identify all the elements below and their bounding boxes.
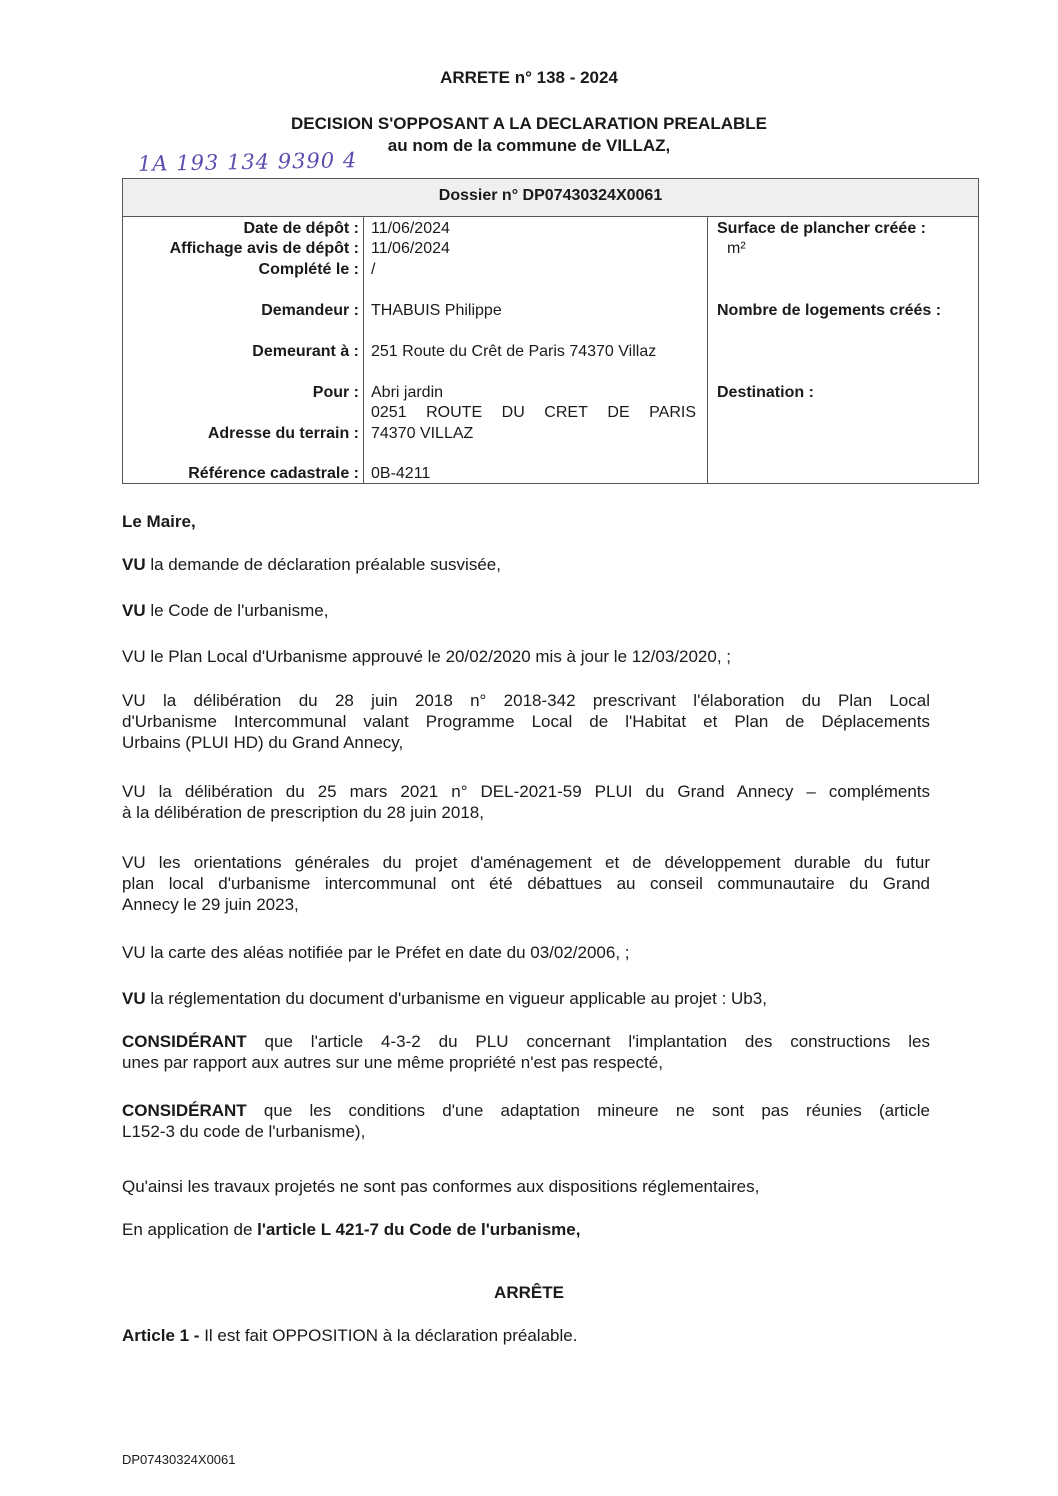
value-affichage: 11/06/2024 bbox=[371, 240, 450, 257]
value-date-depot: 11/06/2024 bbox=[371, 220, 450, 237]
application bbox=[122, 1219, 930, 1240]
logements-label: Nombre de logements créés : bbox=[717, 302, 942, 319]
paragraph-line: d'Urbanisme Intercommunal valant Programme Local de l'Habitat et Plan de Déplacements bbox=[122, 712, 930, 731]
label-complete: Complété le : bbox=[258, 261, 359, 278]
vu-label: VU bbox=[122, 601, 146, 620]
paragraph-line bbox=[122, 1100, 930, 1121]
paragraph-line: Urbains (PLUI HD) du Grand Annecy, bbox=[122, 733, 404, 752]
label-date-depot: Date de dépôt : bbox=[243, 220, 359, 237]
considerant-text: que l'article 4-3-2 du PLU concernant l'implantation des constructions les bbox=[246, 1032, 930, 1051]
paragraph-line: VU la délibération du 28 juin 2018 n° 2018-342 prescrivant l'élaboration du Plan Local bbox=[122, 691, 930, 710]
surface-label: Surface de plancher créée : bbox=[717, 220, 926, 237]
application-text: En application de bbox=[122, 1220, 258, 1239]
vu-carte-aleas: VU la carte des aléas notifiée par le Préfet en date du 03/02/2006, ; bbox=[122, 943, 630, 962]
footer-reference: DP07430324X0061 bbox=[122, 1452, 236, 1467]
table-divider bbox=[363, 216, 364, 483]
label-adresse: Adresse du terrain : bbox=[207, 425, 359, 442]
commune-line: au nom de la commune de VILLAZ, bbox=[387, 136, 671, 155]
le-maire-text: Le Maire, bbox=[122, 512, 196, 531]
label-column bbox=[123, 216, 359, 483]
vu-text: le Code de l'urbanisme, bbox=[145, 601, 329, 620]
adresse-word: PARIS bbox=[649, 404, 696, 421]
application-article: l'article L 421-7 du Code de l'urbanisme, bbox=[257, 1220, 581, 1239]
handwritten-reference: 1A 193 134 9390 4 bbox=[137, 148, 358, 176]
label-affichage: Affichage avis de dépôt : bbox=[169, 240, 359, 257]
table-divider bbox=[707, 216, 708, 483]
value-pour: Abri jardin bbox=[371, 384, 444, 401]
document-title: ARRETE n° 138 - 2024 bbox=[440, 68, 618, 87]
considerant-label: CONSIDÉRANT bbox=[122, 1101, 247, 1120]
le-maire bbox=[122, 511, 930, 532]
vu-demande bbox=[122, 554, 930, 575]
value-demandeur: THABUIS Philippe bbox=[371, 302, 502, 319]
dossier-table bbox=[122, 178, 979, 484]
vu-deliberation-2021 bbox=[122, 781, 930, 823]
paragraph-line: VU la délibération du 25 mars 2021 n° DEL-2021-59 PLUI du Grand Annecy – compléments bbox=[122, 782, 930, 801]
considerant-text: que les conditions d'une adaptation mineure ne sont pas réunies (article bbox=[246, 1101, 930, 1120]
label-demeurant: Demeurant à : bbox=[252, 343, 359, 360]
label-reference: Référence cadastrale : bbox=[188, 465, 359, 482]
quainsi: Qu'ainsi les travaux projetés ne sont pas conformes aux dispositions réglementaires, bbox=[122, 1177, 760, 1196]
considerant-1 bbox=[122, 1031, 930, 1073]
value-adresse-line1 bbox=[371, 404, 696, 422]
dossier-title: Dossier n° DP07430324X0061 bbox=[123, 179, 978, 217]
vu-deliberation-2018 bbox=[122, 690, 930, 753]
vu-orientations bbox=[122, 852, 930, 915]
value-demeurant: 251 Route du Crêt de Paris 74370 Villaz bbox=[371, 343, 657, 360]
adresse-word: DE bbox=[607, 404, 630, 421]
destination-label: Destination : bbox=[717, 384, 814, 401]
article-text: Il est fait OPPOSITION à la déclaration préalable. bbox=[199, 1326, 578, 1345]
paragraph-line: L152-3 du code de l'urbanisme), bbox=[122, 1122, 366, 1141]
paragraph-line: unes par rapport aux autres sur une même propriété n'est pas respecté, bbox=[122, 1053, 663, 1072]
paragraph-line: Annecy le 29 juin 2023, bbox=[122, 895, 299, 914]
paragraph-line bbox=[122, 1031, 930, 1052]
vu-text: la réglementation du document d'urbanisme en vigueur applicable au projet : Ub3, bbox=[145, 989, 767, 1008]
document-subtitle: DECISION S'OPPOSANT A LA DECLARATION PREALABLE bbox=[291, 114, 767, 133]
arrete-heading: ARRÊTE bbox=[494, 1283, 564, 1302]
adresse-word: CRET bbox=[544, 404, 588, 421]
vu-plu: VU le Plan Local d'Urbanisme approuvé le 20/02/2020 mis à jour le 12/03/2020, ; bbox=[122, 647, 732, 666]
value-adresse-line2: 74370 VILLAZ bbox=[371, 425, 474, 442]
considerant-2 bbox=[122, 1100, 930, 1142]
article-1 bbox=[122, 1325, 930, 1346]
vu-label: VU bbox=[122, 989, 146, 1008]
surface-unit: m² bbox=[727, 240, 746, 257]
considerant-label: CONSIDÉRANT bbox=[122, 1032, 247, 1051]
vu-label: VU bbox=[122, 555, 146, 574]
adresse-word: 0251 bbox=[371, 404, 407, 421]
label-demandeur: Demandeur : bbox=[261, 302, 359, 319]
vu-code bbox=[122, 600, 930, 621]
adresse-word: ROUTE bbox=[426, 404, 483, 421]
value-reference: 0B-4211 bbox=[371, 465, 431, 482]
vu-text: la demande de déclaration préalable susvisée, bbox=[145, 555, 501, 574]
paragraph-line: VU les orientations générales du projet d'aménagement et de développement durable du futur bbox=[122, 853, 930, 872]
value-column bbox=[371, 216, 701, 483]
paragraph-line: plan local d'urbanisme intercommunal ont été débattues au conseil communautaire du Grand bbox=[122, 874, 930, 893]
article-label: Article 1 - bbox=[122, 1326, 200, 1345]
right-column bbox=[717, 216, 977, 483]
adresse-word: DU bbox=[501, 404, 525, 421]
label-pour: Pour : bbox=[312, 384, 359, 401]
paragraph-line: à la délibération de prescription du 28 juin 2018, bbox=[122, 803, 484, 822]
value-complete: / bbox=[371, 261, 376, 278]
vu-reglementation bbox=[122, 988, 930, 1009]
